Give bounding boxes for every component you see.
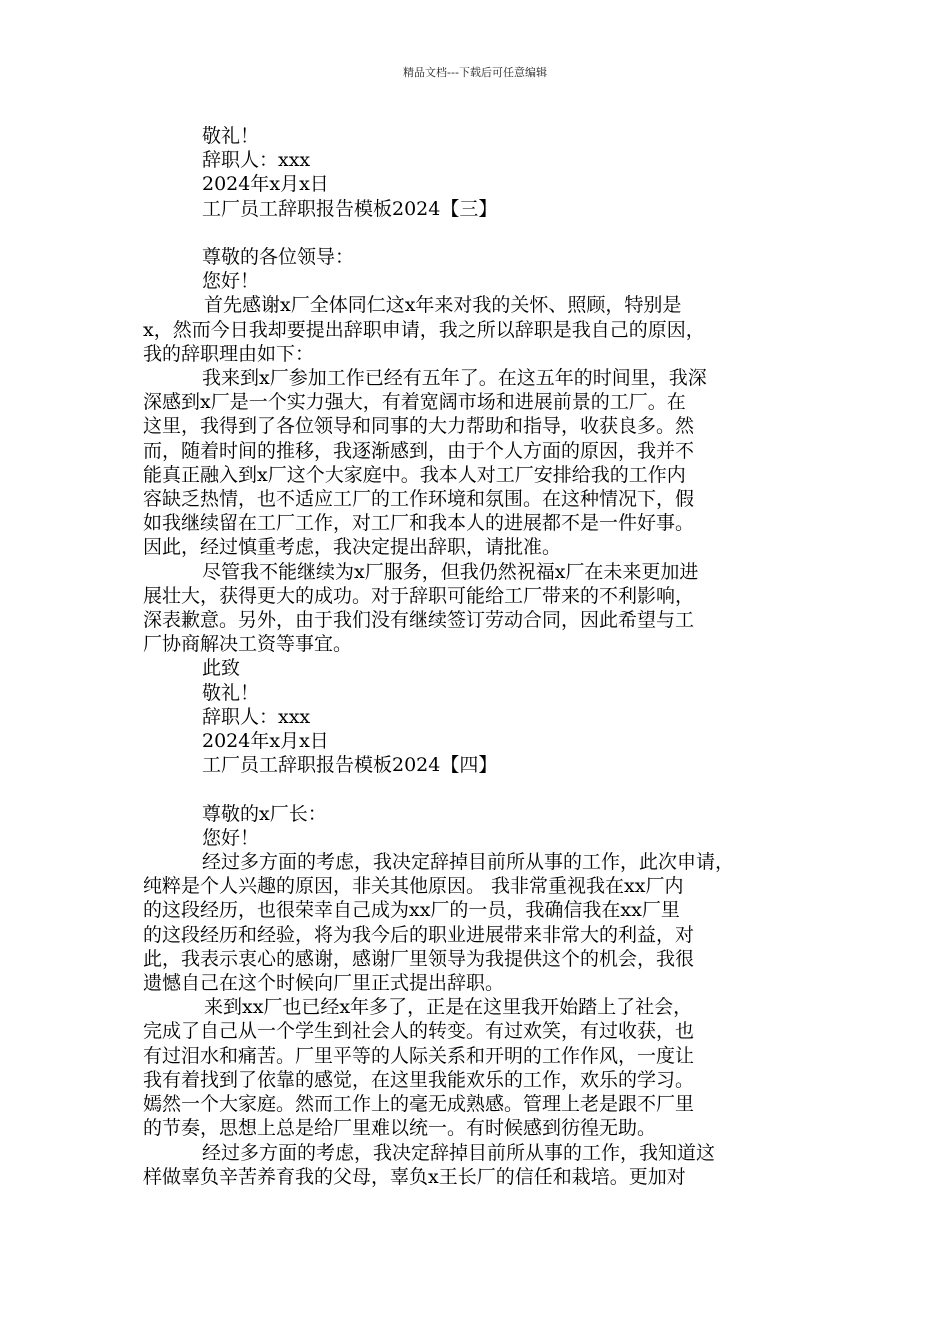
paragraph-line: 经过多方面的考虑，我决定辞掉目前所从事的工作，此次申请， <box>202 851 735 874</box>
paragraph-line: 厂协商解决工资等事宜。 <box>143 633 353 656</box>
page-header: 精品文档---下载后可任意编辑 <box>403 66 547 79</box>
paragraph-line: 深表歉意。另外，由于我们没有继续签订劳动合同，因此希望与工 <box>143 609 695 632</box>
paragraph-line: 我有着找到了依靠的感觉，在这里我能欢乐的工作，欢乐的学习。 <box>143 1068 695 1091</box>
paragraph-line: 样做辜负辛苦养育我的父母，辜负x王长厂的信任和栽培。更加对 <box>143 1165 686 1188</box>
paragraph-line: 我来到x厂参加工作已经有五年了。在这五年的时间里，我深 <box>202 367 707 390</box>
salutation: 尊敬的各位领导： <box>202 246 355 268</box>
paragraph-line: 展壮大，获得更大的成功。对于辞职可能给工厂带来的不利影响， <box>143 584 695 607</box>
paragraph-line: 首先感谢x厂全体同仁这x年来对我的关怀、照顾，特别是 <box>204 294 682 317</box>
paragraph-line: 有过泪水和痛苦。厂里平等的人际关系和开明的工作作风，一度让 <box>143 1044 695 1067</box>
paragraph-line: 的节奏，思想上总是给厂里难以统一。有时候感到彷徨无助。 <box>143 1117 657 1140</box>
greeting: 您好！ <box>202 270 260 293</box>
paragraph-line: 深感到x厂是一个实力强大，有着宽阔市场和进展前景的工厂。在 <box>143 391 686 414</box>
regards-line: 敬礼！ <box>202 681 260 704</box>
section-title: 工厂员工辞职报告模板2024【四】 <box>202 754 498 777</box>
greeting: 您好！ <box>202 826 260 849</box>
paragraph-line: 的这段经历和经验，将为我今后的职业进展带来非常大的利益，对 <box>143 923 695 946</box>
regards-line: 敬礼！ <box>202 125 260 147</box>
signer-line: 辞职人：xxx <box>202 149 311 172</box>
paragraph-line: 我的辞职理由如下： <box>143 342 315 365</box>
section-title: 工厂员工辞职报告模板2024【三】 <box>202 197 498 220</box>
blank-line <box>143 221 825 245</box>
paragraph-line: 如我继续留在工厂工作，对工厂和我本人的进展都不是一件好事。 <box>143 512 695 535</box>
paragraph-line: 纯粹是个人兴趣的原因，非关其他原因。 我非常重视我在xx厂内 <box>143 875 684 898</box>
document-body <box>143 124 825 1189</box>
paragraph-line: 经过多方面的考虑，我决定辞掉目前所从事的工作，我知道这 <box>202 1141 716 1164</box>
paragraph-line: 遗憾自己在这个时候向厂里正式提出辞职。 <box>143 972 505 995</box>
paragraph-line: 容缺乏热情，也不适应工厂的工作环境和氛围。在这种情况下，假 <box>143 488 695 511</box>
salutation: 尊敬的x厂长： <box>202 802 327 825</box>
paragraph-line: 来到xx厂也已经x年多了，正是在这里我开始踏上了社会， <box>204 996 693 1019</box>
paragraph-line: 尽管我不能继续为x厂服务，但我仍然祝福x厂在未来更加进 <box>202 560 699 583</box>
closing-line: 此致 <box>202 657 241 680</box>
date-line: 2024年x月x日 <box>202 730 329 753</box>
paragraph-line: 嫣然一个大家庭。然而工作上的毫无成熟感。管理上老是跟不厂里 <box>143 1093 695 1116</box>
paragraph-line: 的这段经历，也很荣幸自己成为xx厂的一员，我确信我在xx厂里 <box>143 899 680 922</box>
paragraph-line: 因此，经过慎重考虑，我决定提出辞职，请批准。 <box>143 536 562 559</box>
paragraph-line: 这里，我得到了各位领导和同事的大力帮助和指导，收获良多。然 <box>143 415 695 438</box>
date-line: 2024年x月x日 <box>202 173 329 196</box>
paragraph-line: 能真正融入到x厂这个大家庭中。我本人对工厂安排给我的工作内 <box>143 463 686 486</box>
paragraph-line: 此，我表示衷心的感谢，感谢厂里领导为我提供这个的机会，我很 <box>143 947 695 970</box>
blank-line <box>143 777 825 801</box>
signer-line: 辞职人：xxx <box>202 705 311 728</box>
paragraph-line: 完成了自己从一个学生到社会人的转变。有过欢笑，有过收获，也 <box>143 1020 695 1043</box>
paragraph-line: 而，随着时间的推移，我逐渐感到，由于个人方面的原因，我并不 <box>143 439 695 462</box>
paragraph-line: x，然而今日我却要提出辞职申请，我之所以辞职是我自己的原因， <box>143 318 705 341</box>
